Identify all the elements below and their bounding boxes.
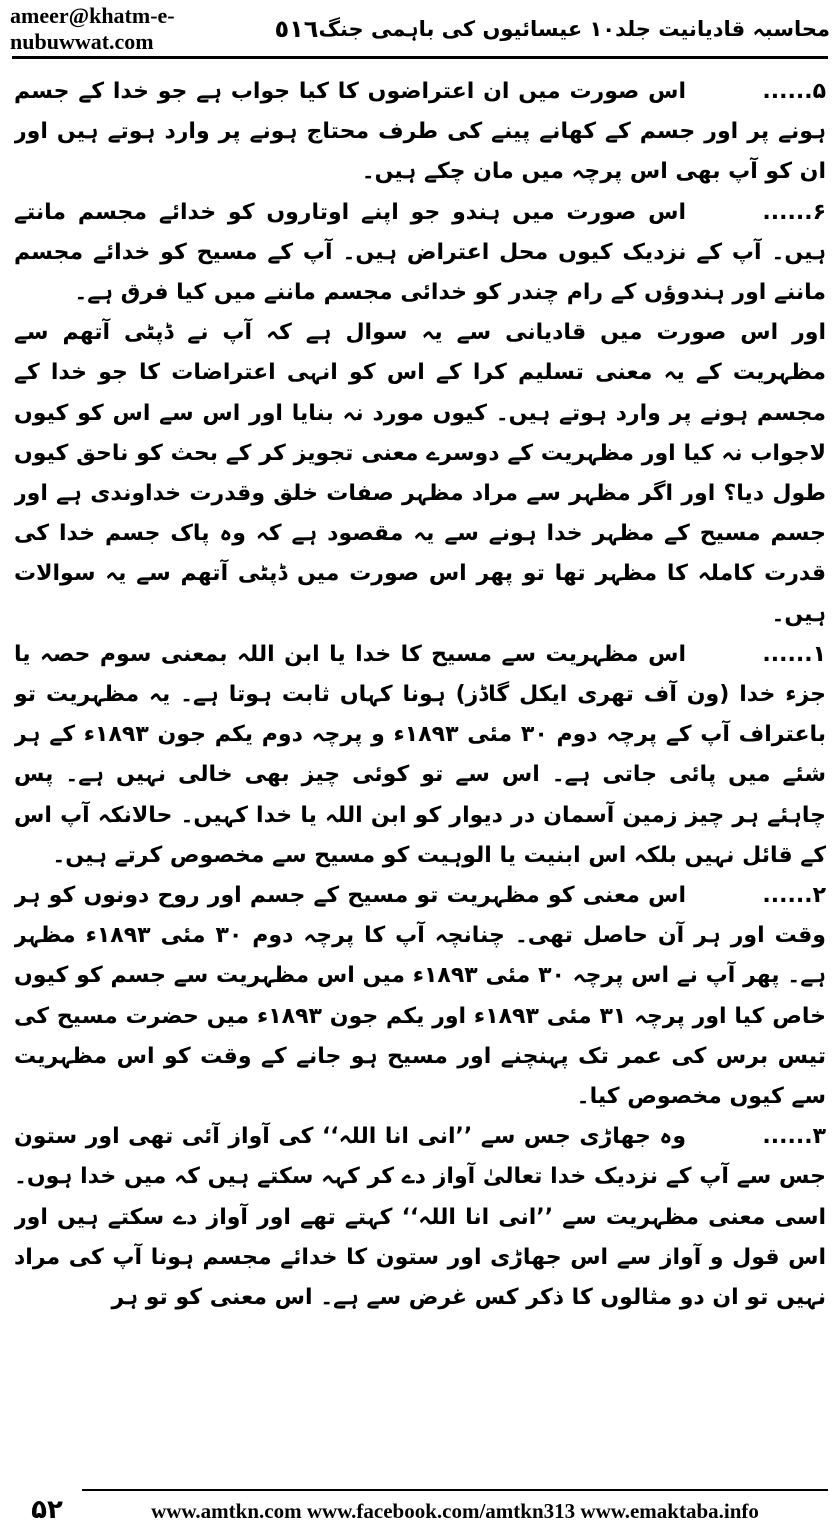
paragraph-number: ۳...... [762,1124,826,1150]
paragraph-number: ۱...... [762,641,826,667]
paragraph-text: اس مظہریت سے مسیح کا خدا یا ابن اللہ بمعنی سوم حصہ یا جزء خدا (ون آف تھری ایکل گاڈز) ہونا کہاں ثابت ہوتا ہے۔ یہ مظہریت تو باعتراف آپ کے پرچہ دوم ۳۰ مئی ۱۸۹۳ء و پرچہ دوم یکم جون ۱۸۹۳ء کے ہر شئے میں پائی جاتی ہے۔ اس سے تو کوئی چیز بھی خالی نہیں ہے۔ پس چاہئے ہر چیز زمین آسمان در دیوار کو ابن اللہ یا خدا کہیں۔ حالانکہ آپ اس کے قائل نہیں بلکہ اس ابنیت یا الوہیت کو مسیح سے مخصوص کرتے ہیں۔ [14,641,826,868]
paragraph-text: اس معنی کو مظہریت تو مسیح کے جسم اور روح دونوں کو ہر وقت اور ہر آن حاصل تھی۔ چنانچہ آپ کا پرچہ دوم ۳۰ مئی ۱۸۹۳ء مظہر ہے۔ پھر آپ نے اس پرچہ ۳۰ مئی ۱۸۹۳ء میں اس مظہریت سے جسم کو کیوں خاص کیا اور پرچہ ۳۱ مئی ۱۸۹۳ء اور یکم جون ۱۸۹۳ء میں حضرت مسیح کی تیس برس کی عمر تک پہنچنے اور مسیح ہو جانے کے وقت کو اس مظہریت سے کیوں مخصوص کیا۔ [14,883,826,1110]
page-content [14,72,826,1462]
page-footer [12,1488,828,1532]
paragraph-number: ۲...... [762,883,826,909]
paragraph-question [14,313,826,635]
paragraph-6 [14,193,826,314]
paragraph-text: اس صورت میں ان اعتراضوں کا کیا جواب ہے جو خدا کے جسم ہونے پر اور جسم کے کھانے پینے کی طرف محتاج ہونے پر وارد ہوتے ہیں اور ان کو آپ بھی اس پرچہ میں مان چکے ہیں۔ [14,79,826,185]
paragraph-5 [14,72,826,193]
paragraph-3 [14,1117,826,1318]
paragraph-text: وہ جھاڑی جس سے ’’انی انا اللہ‘‘ کی آواز آئی تھی اور ستون جس سے آپ کے نزدیک خدا تعالیٰ آواز دے کر کہہ سکتے ہیں کہ میں خدا ہوں۔ اسی معنی مظہریت سے ’’انی انا اللہ‘‘ کہتے تھے اور آواز دے سکتے ہیں اور اس قول و آواز سے اس جھاڑی اور ستون کا خدائے مجسم ہونا آپ کی مراد نہیں تو ان دو مثالوں کا ذکر کس غرض سے ہے۔ اس معنی کو تو ہر [14,1124,826,1311]
footer-bar [82,1489,828,1531]
paragraph-1 [14,635,826,876]
page-header [10,3,830,54]
header-page-number: ٥١٦ [274,15,319,43]
header-left [10,3,318,55]
footer-page-number: ۵۲ [31,1495,63,1525]
header-email: ameer@khatm-e-nubuwwat.com [10,3,175,54]
header-rule [12,56,828,59]
header-title: محاسبہ قادیانیت جلد۱۰ عیسائیوں کی باہمی جنگ [318,17,830,41]
paragraph-text: اور اس صورت میں قادیانی سے یہ سوال ہے کہ آپ نے ڈپٹی آتھم سے مظہریت کے یہ معنی تسلیم کرا کے اس کو انہی اعتراضات کا جو خدا کے مجسم ہونے پر وارد ہوتے ہیں۔ کیوں مورد نہ بنایا اور اس سے اس کو کیوں لاجواب نہ کیا اور مظہریت کے دوسرے معنی تجویز کر کے بحث کو ناحق کیوں طول دیا؟ اور اگر مظہر سے مراد مظہر صفات خلق وقدرت خداوندی ہے اور جسم مسیح کے مظہر خدا ہونے سے یہ مقصود ہے کہ وہ پاک جسم خدا کی قدرت کاملہ کا مظہر تھا تو پھر اس صورت میں ڈپٹی آتھم سے یہ سوالات ہیں۔ [14,320,826,627]
paragraph-text: اس صورت میں ہندو جو اپنے اوتاروں کو خدائے مجسم مانتے ہیں۔ آپ کے نزدیک کیوں محل اعتراض ہیں۔ آپ کے مسیح کو خدائے مجسم ماننے اور ہندوؤں کے رام چندر کو خدائی مجسم ماننے میں کیا فرق ہے۔ [14,199,826,306]
paragraph-2 [14,876,826,1117]
footer-links: www.amtkn.com www.facebook.com/amtkn313 www.emaktaba.info [151,1498,759,1523]
paragraph-number: ۵...... [762,79,826,104]
paragraph-number: ۶...... [762,199,826,225]
